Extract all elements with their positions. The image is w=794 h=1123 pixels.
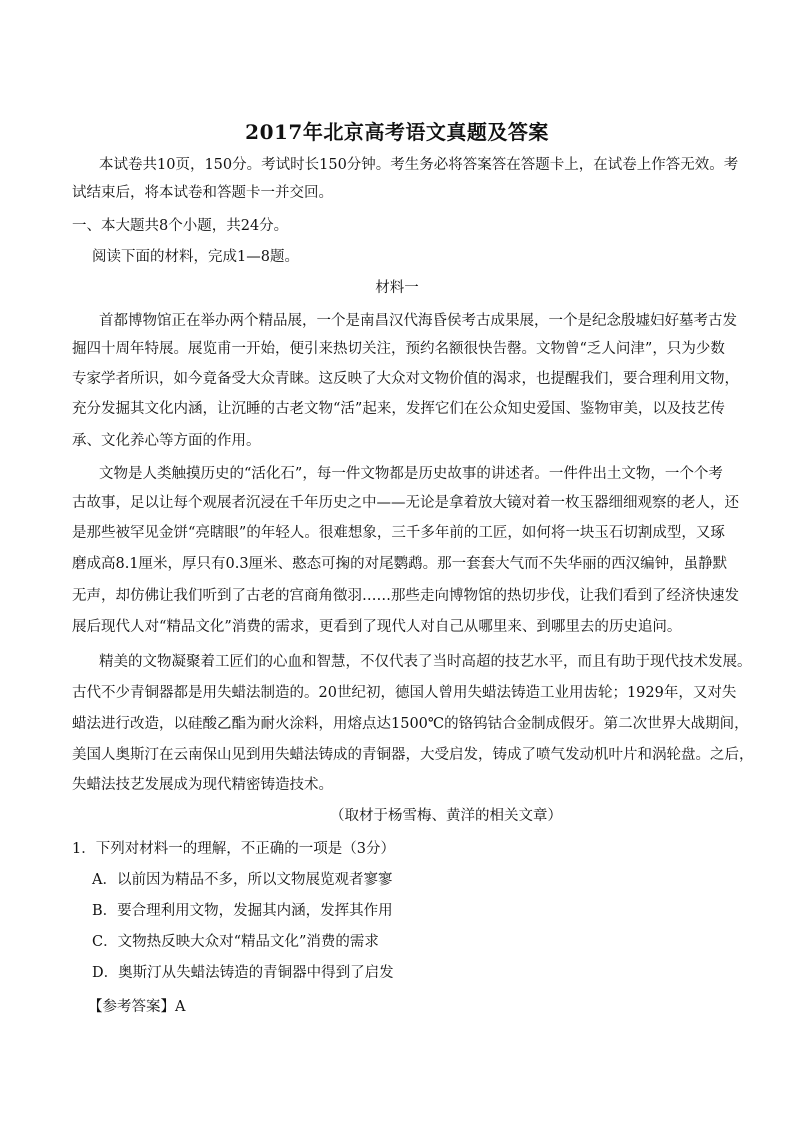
paragraph-3-line: 美国人奥斯汀在云南保山见到用失蜡法铸成的青铜器，大受启发，铸成了喷气发动机叶片和涡轮盘。之后， [72,747,754,763]
section-heading: 一、本大题共8个小题，共24分。 [72,218,289,234]
intro-line-2: 试结束后，将本试卷和答题卡一并交回。 [72,185,333,201]
reading-instruction: 阅读下面的材料，完成1—8题。 [92,249,299,265]
question-1-answer: 【参考答案】A [88,999,186,1015]
question-1-option-b: B．要合理利用文物，发掘其内涵，发挥其作用 [92,903,393,919]
paragraph-1-line: 充分发掘其文化内涵，让沉睡的古老文物“活”起来，发挥它们在公众知史爱国、鉴物审美，以及技艺传 [72,401,725,417]
intro-line-1: 本试卷共10页，150分。考试时长150分钟。考生务必将答案答在答题卡上，在试卷上作答无效。考 [99,157,739,173]
paragraph-3-line: 古代不少青铜器都是用失蜡法制造的。20世纪初，德国人曾用失蜡法铸造工业用齿轮；1929年，又对失 [72,685,737,701]
paragraph-1-line: 专家学者所识，如今竟备受大众青睐。这反映了大众对文物价值的渴求，也提醒我们，要合理利用文物， [72,371,739,387]
question-1-option-a: A．以前因为精品不多，所以文物展览观者寥寥 [92,872,393,888]
paragraph-2-line: 磨成高8.1厘米，厚只有0.3厘米、憨态可掬的对尾鹦鹉。那一套套大气而不失华丽的西汉编钟，虽静默 [72,556,728,572]
question-1-option-d: D．奥斯汀从失蜡法铸造的青铜器中得到了启发 [92,965,394,981]
question-1-stem: 1．下列对材料一的理解，不正确的一项是（3分） [72,841,395,857]
question-1-option-c: C．文物热反映大众对“精品文化”消费的需求 [92,934,379,950]
paragraph-3-line: 蜡法进行改造，以硅酸乙酯为耐火涂料，用熔点达1500℃的铬钨钴合金制成假牙。第二次世界大战期间， [72,716,749,732]
paragraph-3-line: 精美的文物凝聚着工匠们的心血和智慧，不仅代表了当时高超的技艺水平，而且有助于现代技术发展。 [99,654,752,670]
document-title: 2017年北京高考语文真题及答案 [245,120,549,144]
paragraph-2-line: 古故事，足以让每个观展者沉浸在千年历史之中——无论是拿着放大镜对着一枚玉器细细观察的老人，还 [72,495,739,511]
paragraph-1-line: 首都博物馆正在举办两个精品展，一个是南昌汉代海昏侯考古成果展，一个是纪念殷墟妇好墓考古发 [99,313,737,329]
paragraph-2-line: 无声，却仿佛让我们听到了古老的宫商角徵羽……那些走向博物馆的热切步伐，让我们看到了经济快速发 [72,588,739,604]
paragraph-2-line: 展后现代人对“精品文化”消费的需求，更看到了现代人对自己从哪里来、到哪里去的历史追问。 [72,619,682,635]
paragraph-1-line: 承、文化养心等方面的作用。 [72,433,261,449]
paragraph-3-line: 失蜡法技艺发展成为现代精密铸造技术。 [72,777,333,793]
paragraph-1-line: 掘四十周年特展。展览甫一开始，便引来热切关注，预约名额很快告罄。文物曾“乏人问津”，只为少数 [72,341,725,357]
paragraph-2-line: 文物是人类触摸历史的“活化石”，每一件文物都是历史故事的讲述者。一件件出土文物，一个个考 [99,466,723,482]
paragraph-2-line: 是那些被罕见金饼“亮瞎眼”的年轻人。很难想象，三千多年前的工匠，如何将一块玉石切割成型，又琢 [72,525,725,541]
source-citation: （取材于杨雪梅、黄洋的相关文章） [330,808,562,824]
material-title: 材料一 [375,280,419,296]
